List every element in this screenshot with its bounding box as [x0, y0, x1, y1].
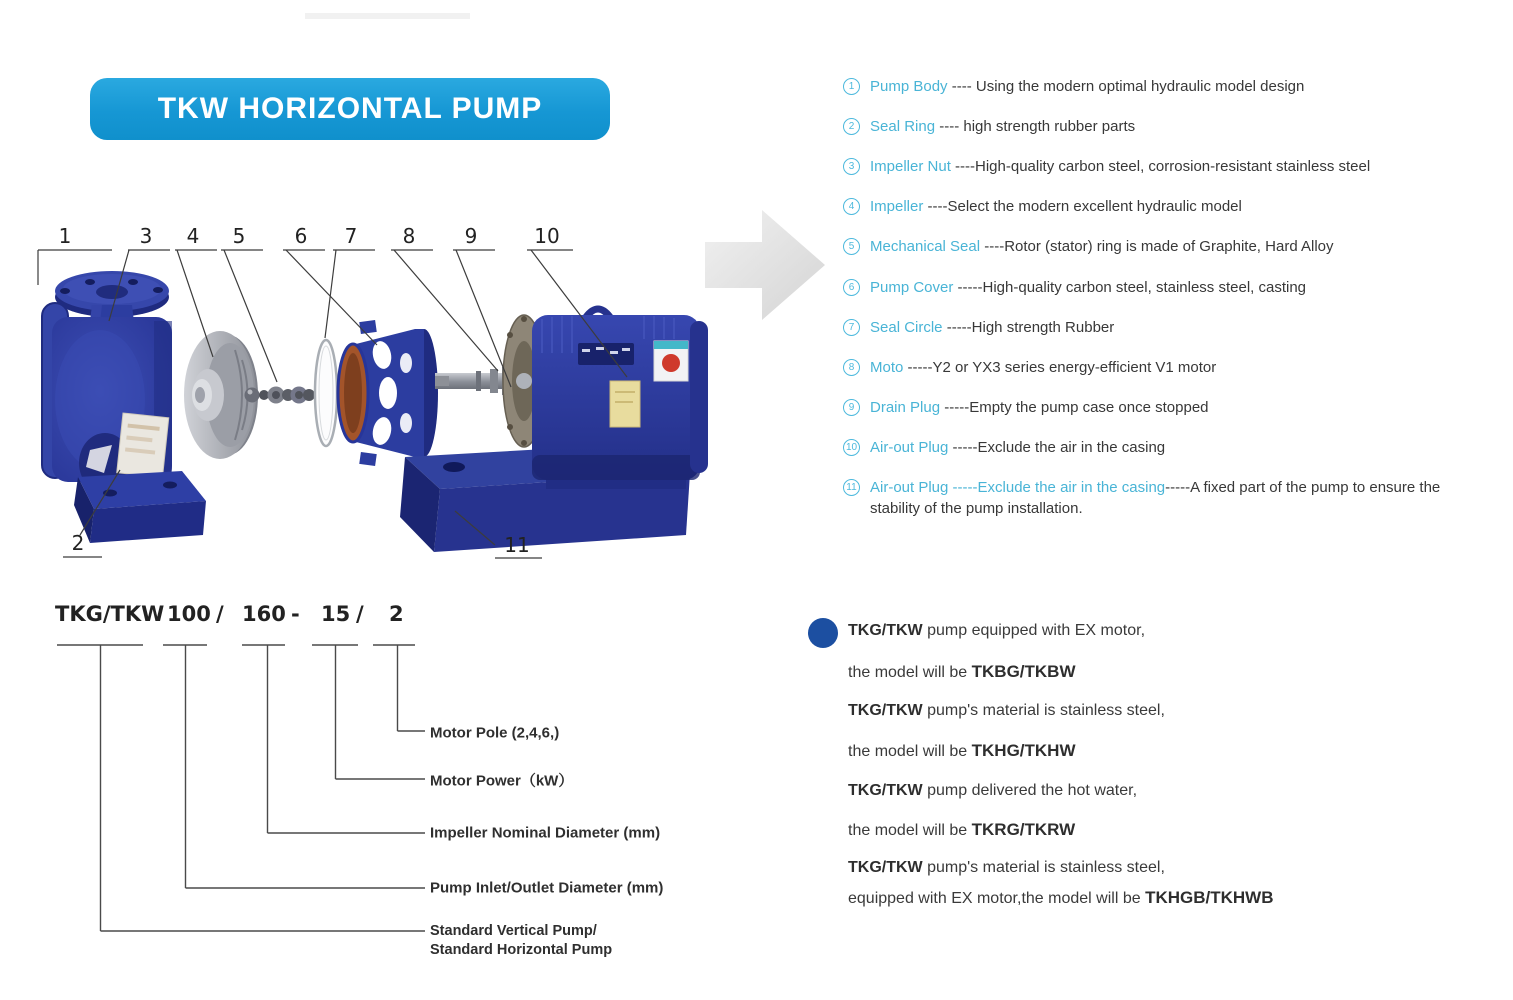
callout-leader-line-9 [456, 250, 511, 387]
note-line-6 [848, 820, 1075, 840]
note-model-code: TKG/TKW [848, 859, 923, 876]
note-model-code: TKG/TKW [848, 622, 923, 639]
note-model-code: TKHGB/TKHWB [1145, 888, 1274, 907]
part-name: Impeller Nut [870, 157, 951, 175]
pump-exploded-diagram [30, 205, 775, 570]
part-text [870, 158, 1370, 175]
part-text [870, 439, 1165, 456]
part-number-badge: 5 [843, 238, 860, 255]
part-number-badge: 8 [843, 359, 860, 376]
note-text: pump equipped with EX motor, [922, 622, 1146, 639]
note-text: the model will be [848, 664, 972, 681]
transition-arrow-icon [700, 200, 830, 335]
part-desc: ---- Using the modern optimal hydraulic model design [947, 77, 1305, 95]
part-item-3 [843, 146, 1508, 186]
callout-number-5: 5 [232, 224, 246, 248]
part-name: Air-out Plug [870, 439, 949, 457]
part-number-badge: 11 [843, 479, 860, 496]
page-title: TKW HORIZONTAL PUMP [157, 92, 543, 125]
part-name: Pump Body [870, 77, 948, 95]
part-item-2 [843, 106, 1508, 146]
part-text [870, 118, 1135, 135]
note-text: pump's material is stainless steel, [922, 859, 1165, 876]
callout-number-6: 6 [294, 224, 308, 248]
note-model-code: TKBG/TKBW [971, 662, 1076, 681]
part-number-badge: 7 [843, 319, 860, 336]
note-model-code: TKRG/TKRW [971, 820, 1076, 839]
part-desc: ----Select the modern excellent hydraulic model [923, 198, 1242, 216]
part-name: Seal Circle [870, 318, 943, 336]
part-item-7 [843, 307, 1508, 347]
part-item-4 [843, 187, 1508, 227]
model-code-callout-lines [0, 630, 760, 970]
part-item-6 [843, 267, 1508, 307]
part-desc: ---- high strength rubber parts [935, 117, 1136, 135]
part-number-badge: 1 [843, 78, 860, 95]
part-item-9 [843, 388, 1508, 428]
part-number-badge: 9 [843, 399, 860, 416]
part-desc: -----High strength Rubber [942, 318, 1115, 336]
top-faint-strip [305, 13, 470, 19]
callout-leader-line-4 [177, 250, 213, 357]
model-label-inlet-dia: Pump Inlet/Outlet Diameter (mm) [430, 879, 664, 897]
part-number-badge: 2 [843, 118, 860, 135]
part-text [870, 477, 1478, 519]
part-desc: ----Rotor (stator) ring is made of Graphite, Hard Alloy [980, 238, 1334, 256]
part-desc: -----High-quality carbon steel, stainless steel, casting [953, 278, 1307, 296]
part-text [870, 279, 1306, 296]
note-text: the model will be [848, 822, 972, 839]
note-text: pump delivered the hot water, [922, 782, 1138, 799]
part-desc: -----A fixed part of the pump to ensure the stability of the pump installation. [870, 478, 1441, 517]
callout-number-4: 4 [186, 224, 200, 248]
callout-number-11: 11 [504, 533, 530, 557]
part-name: Pump Cover [870, 278, 954, 296]
part-name: Seal Ring [870, 117, 936, 135]
model-label-impeller-dia: Impeller Nominal Diameter (mm) [430, 824, 661, 842]
note-line-5 [848, 782, 1137, 800]
part-text [870, 359, 1216, 376]
note-line-7 [848, 859, 1165, 877]
part-item-8 [843, 347, 1508, 387]
part-desc: ----High-quality carbon steel, corrosion-resistant stainless steel [950, 157, 1371, 175]
part-text [870, 319, 1114, 336]
callout-number-10: 10 [534, 224, 560, 248]
bullet-dot [808, 618, 838, 648]
model-label-motor-power: Motor Power（kW） [430, 772, 574, 790]
note-model-code: TKG/TKW [848, 782, 923, 799]
part-item-1 [843, 66, 1508, 106]
part-text [870, 238, 1334, 255]
part-name: Mechanical Seal [870, 238, 981, 256]
note-text: the model will be [848, 743, 972, 760]
callout-leader-line-6 [286, 250, 377, 345]
part-text [870, 399, 1209, 416]
model-label-pump-type: Standard Vertical Pump/ Standard Horizontal Pump [430, 923, 613, 958]
part-number-badge: 4 [843, 198, 860, 215]
note-model-code: TKHG/TKHW [971, 741, 1076, 760]
part-name: Drain Plug [870, 399, 941, 417]
callout-number-1: 1 [58, 224, 72, 248]
callout-number-2: 2 [71, 531, 85, 555]
callout-number-9: 9 [464, 224, 478, 248]
note-line-4 [848, 741, 1076, 761]
note-line-2 [848, 662, 1076, 682]
model-segment-pole: 2 [389, 602, 404, 626]
note-model-code: TKG/TKW [848, 702, 923, 719]
part-desc: -----Empty the pump case once stopped [940, 399, 1209, 417]
model-segment-power: 15 [321, 602, 351, 626]
part-text [870, 78, 1304, 95]
pump-body-illustration [42, 271, 206, 543]
note-line-3 [848, 702, 1165, 720]
part-text [870, 198, 1242, 215]
model-segment-dash: - [291, 602, 300, 626]
callout-leader-line-7 [325, 250, 336, 338]
model-segment-slash2: / [356, 602, 364, 626]
motor-nameplate [610, 381, 640, 427]
pump-cover-illustration [338, 320, 438, 466]
note-line-8 [848, 888, 1273, 908]
seal-parts-illustration [245, 387, 316, 404]
model-segment-series: TKG/TKW [55, 602, 165, 626]
callout-number-7: 7 [344, 224, 358, 248]
part-number-badge: 10 [843, 439, 860, 456]
part-number-badge: 3 [843, 158, 860, 175]
part-desc: -----Y2 or YX3 series energy-efficient V1 motor [903, 358, 1217, 376]
seal-circle-illustration [315, 340, 337, 446]
part-item-10 [843, 428, 1508, 468]
part-name: Air-out Plug -----Exclude the air in the casing [870, 478, 1166, 496]
callout-number-8: 8 [402, 224, 416, 248]
part-name: Moto [870, 358, 904, 376]
callout-number-3: 3 [139, 224, 153, 248]
model-segment-inlet: 100 [167, 602, 211, 626]
part-name: Impeller [870, 198, 924, 216]
part-number-badge: 6 [843, 279, 860, 296]
note-line-1 [848, 622, 1145, 640]
note-text: pump's material is stainless steel, [922, 702, 1165, 719]
model-segment-impeller: 160 [242, 602, 286, 626]
part-desc: -----Exclude the air in the casing [948, 439, 1166, 457]
model-segment-slash: / [216, 602, 224, 626]
note-text: equipped with EX motor,the model will be [848, 890, 1146, 907]
product-title-banner [90, 78, 610, 140]
part-item-5 [843, 227, 1508, 267]
parts-list [843, 66, 1508, 519]
model-label-motor-pole: Motor Pole (2,4,6,) [430, 724, 560, 742]
part-item-11 [843, 468, 1508, 519]
